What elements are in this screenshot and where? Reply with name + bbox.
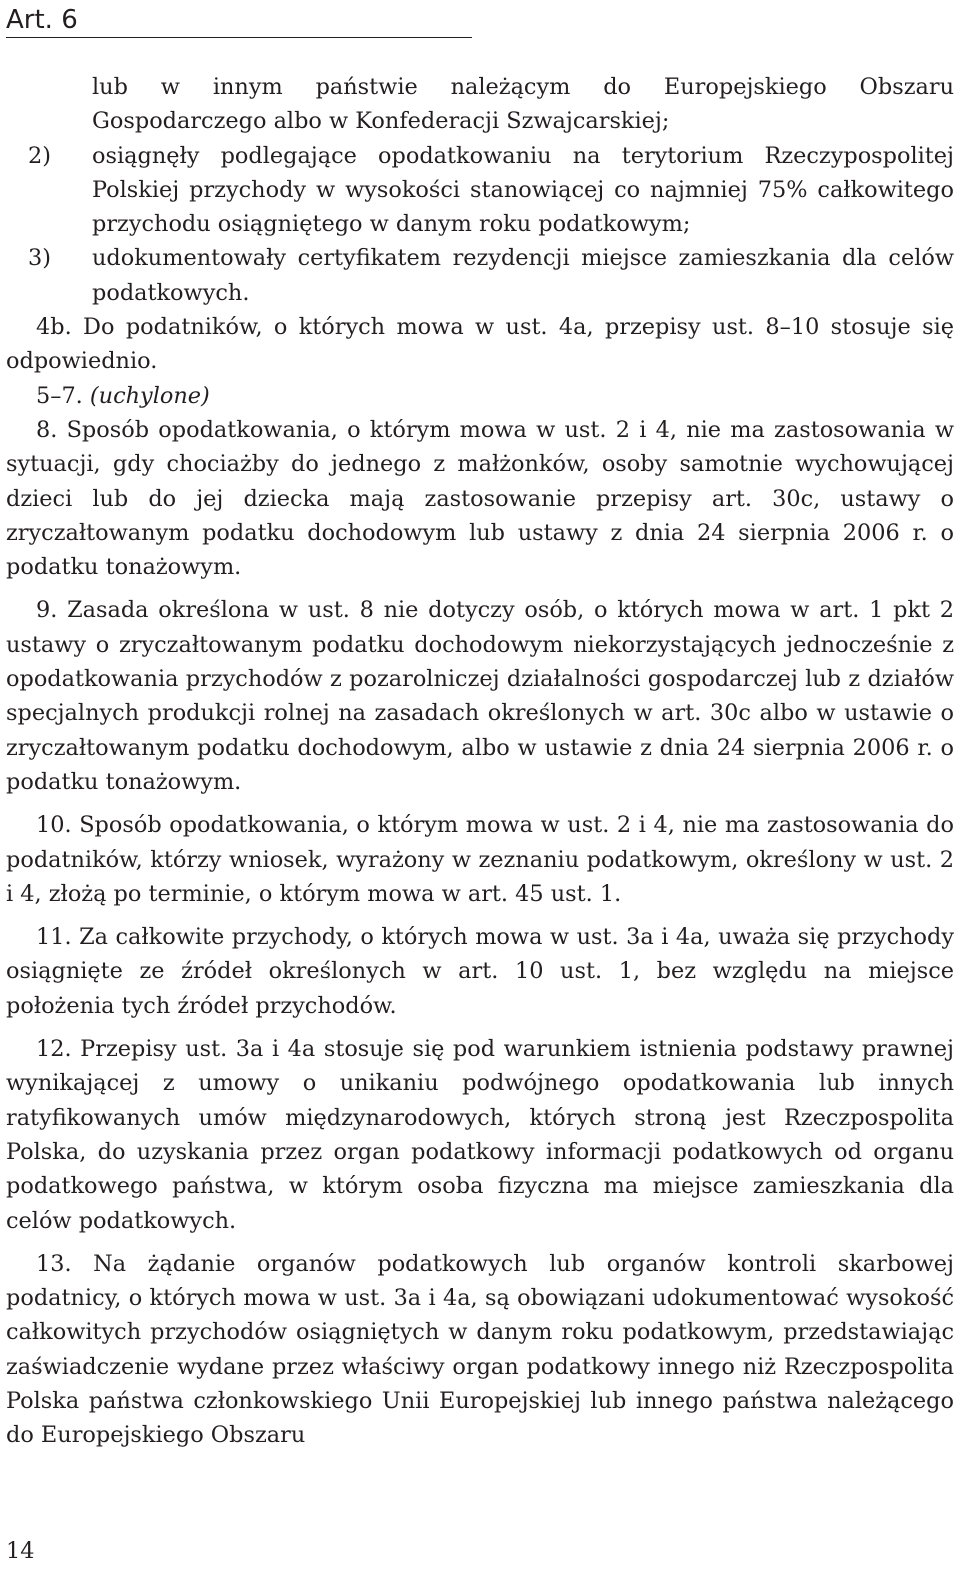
paragraph-11: 11. Za całkowite przychody, o których mowa w ust. 3a i 4a, uważa się przychody osiągnięte ze źródeł określonych w art. 10 ust. 1, bez względu na miejsce położenia tych źródeł przychodów. — [6, 924, 954, 1019]
paragraph-10: 10. Sposób opodatkowania, o którym mowa w ust. 2 i 4, nie ma zastosowania do podatników, którzy wniosek, wyrażony w zeznaniu podatkowym, określony w ust. 2 i 4, złożą po terminie, o którym mowa w art. 45 ust. 1. — [6, 812, 954, 907]
list-item-number: 3) — [28, 245, 51, 272]
list-item-number: 2) — [28, 142, 51, 169]
paragraph-13: 13. Na żądanie organów podatkowych lub organów kontroli skarbowej podatnicy, o których mowa w ust. 3a i 4a, są obowiązani udokumentować wysokość całkowitych przychodów osiągniętych w danym roku podatkowym, przedstawiając zaświadczenie wydane przez właściwy organ podatkowy innego niż Rzeczpospolita Polska państwa członkowskiego Unii Europejskiej lub innego państwa należącego do Europejskiego Obszaru — [6, 1250, 954, 1449]
header-rule — [6, 37, 472, 38]
paragraph-5-7 — [6, 379, 954, 413]
list-item-2 — [6, 139, 954, 242]
paragraph-8: 8. Sposób opodatkowania, o którym mowa w ust. 2 i 4, nie ma zastosowania w sytuacji, gdy chociażby do jednego z małżonków, osoby samotnie wychowującej dzieci lub do jej dziecka mają zastosowanie przepisy art. 30c, ustawy o zryczałtowanym podatku dochodowym lub ustawy z dnia 24 sierpnia 2006 r. o podatku tonażowym. — [6, 416, 954, 581]
list-item-text: udokumentowały certyfikatem rezydencji miejsce zamieszkania dla celów podatkowych. — [92, 245, 954, 306]
list-item-3 — [6, 241, 954, 310]
paragraph-9: 9. Zasada określona w ust. 8 nie dotyczy osób, o których mowa w art. 1 pkt 2 ustawy o zryczałtowanym podatku dochodowym niekorzystających jednocześnie z opodatkowania przychodów z pozarolniczej działalności gospodarczej lub z działów specjalnych produkcji rolnej na zasadach określonych w art. 30c albo w ustawie o zryczałtowanym podatku dochodowym, albo w ustawie z dnia 24 sierpnia 2006 r. o podatku tonażowym. — [6, 597, 954, 795]
document-body — [6, 70, 954, 1453]
page-number: 14 — [6, 1538, 35, 1564]
repealed-note: (uchylone) — [89, 382, 210, 409]
paragraph-continuation: lub w innym państwie należącym do Europejskiego Obszaru Gospodarczego albo w Konfederacji Szwajcarskiej; — [92, 74, 954, 135]
running-header: Art. 6 — [6, 5, 78, 35]
paragraph-4b: 4b. Do podatników, o których mowa w ust. 4a, przepisy ust. 8–10 stosuje się odpowiednio. — [6, 314, 954, 375]
paragraph-number: 5–7. — [36, 382, 90, 409]
paragraph-12: 12. Przepisy ust. 3a i 4a stosuje się pod warunkiem istnienia podstawy prawnej wynikającej z umowy o unikaniu podwójnego opodatkowania lub innych ratyfikowanych umów międzynarodowych, których stroną jest Rzeczpospolita Polska, do uzyskania przez organ podatkowy informacji podatkowych od organu podatkowego państwa, w którym osoba fizyczna ma miejsce zamieszkania dla celów podatkowych. — [6, 1036, 954, 1234]
list-item-text: osiągnęły podlegające opodatkowaniu na terytorium Rzeczypospolitej Polskiej przychody w wysokości stanowiącej co najmniej 75% całkowitego przychodu osiągniętego w danym roku podatkowym; — [92, 142, 954, 238]
